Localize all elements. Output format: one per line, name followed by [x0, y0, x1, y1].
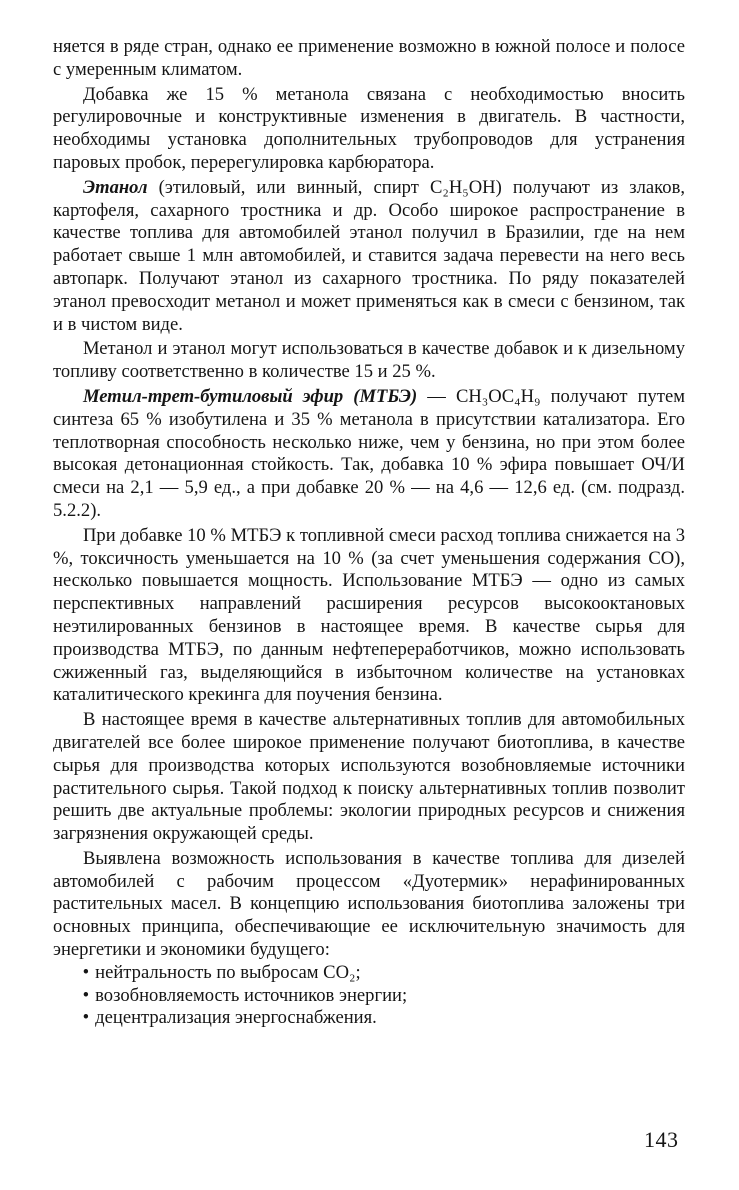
paragraph-7: В настоящее время в качестве альтернативных топлив для автомобильных двигателей все более широкое применение получают биотоплива, в качестве сырья для производства которых используются возобновляемые источники растительного сырья. Такой подход к поиску альтернативных топлив позволит решить две актуальные проблемы: экологии природных ресурсов и снижения загрязнения окружающей среды.: [53, 709, 685, 845]
list-item: • децентрализация энергоснабжения.: [53, 1007, 685, 1030]
paragraph-3-text: (этиловый, или винный, спирт C₂H₅OH) получают из злаков, картофеля, сахарного тростника и др. Особо широкое распространение в качестве топлива для автомобилей этанол получил в Бразилии, где на нем работает свыше 1 млн автомобилей, и ставится задача перевести на него весь автопарк. Получают этанол из сахарного тростника. По ряду показателей этанол превосходит метанол и может применяться как в смеси с бензином, так и в чистом виде.: [53, 176, 685, 335]
paragraph-2: Добавка же 15 % метанола связана с необходимостью вносить регулировочные и конструктивные изменения в двигатель. В частности, необходимы установка дополнительных трубопроводов для устранения паровых пробок, перерегулировка карбюратора.: [53, 83, 685, 173]
term-mtbe: Метил-трет-бутиловый эфир (МТБЭ): [83, 385, 418, 407]
paragraph-5-text: — CH₃OC₄H₉ получают путем синтеза 65 % изобутилена и 35 % метанола в присутствии катализатора. Его теплотворная способность несколько ниже, чем у бензина, но при этом более высокая детонационная стойкость. Так, добавка 10 % эфира повышает ОЧ/И смеси на 2,1 — 5,9 ед., а при добавке 20 % — на 4,6 — 12,6 ед. (см. подразд. 5.2.2).: [53, 385, 685, 521]
principles-list: [53, 962, 685, 1030]
paragraph-1: няется в ряде стран, однако ее применение возможно в южной полосе и полосе с умеренным климатом.: [53, 36, 685, 80]
list-item: • нейтральность по выбросам CO₂;: [53, 962, 685, 985]
paragraph-6: При добавке 10 % МТБЭ к топливной смеси расход топлива снижается на 3 %, токсичность уменьшается на 10 % (за счет уменьшения содержания CO), несколько повышается мощность. Использование МТБЭ — одно из самых перспективных направлений расширения ресурсов высокооктановых неэтилированных бензинов в настоящее время. В качестве сырья для производства МТБЭ, по данным нефтепереработчиков, можно использовать сжиженный газ, выделяющийся в избыточном количестве на установках каталитического крекинга для поучения бензина.: [53, 524, 685, 706]
paragraph-8: Выявлена возможность использования в качестве топлива для дизелей автомобилей с рабочим процессом «Дуотермик» нерафинированных растительных масел. В концепцию использования биотоплива заложены три основных принципа, обеспечивающие ее исключительную значимость для энергетики и экономики будущего:: [53, 847, 685, 961]
list-item: • возобновляемость источников энергии;: [53, 985, 685, 1008]
paragraph-4: Метанол и этанол могут использоваться в качестве добавок и к дизельному топливу соответственно в количестве 15 и 25 %.: [53, 338, 685, 383]
term-ethanol: Этанол: [83, 176, 148, 198]
page-number: 143: [644, 1127, 679, 1152]
paragraph-5: [53, 386, 685, 523]
paragraph-3: [53, 177, 685, 337]
body-text: [53, 36, 685, 1030]
